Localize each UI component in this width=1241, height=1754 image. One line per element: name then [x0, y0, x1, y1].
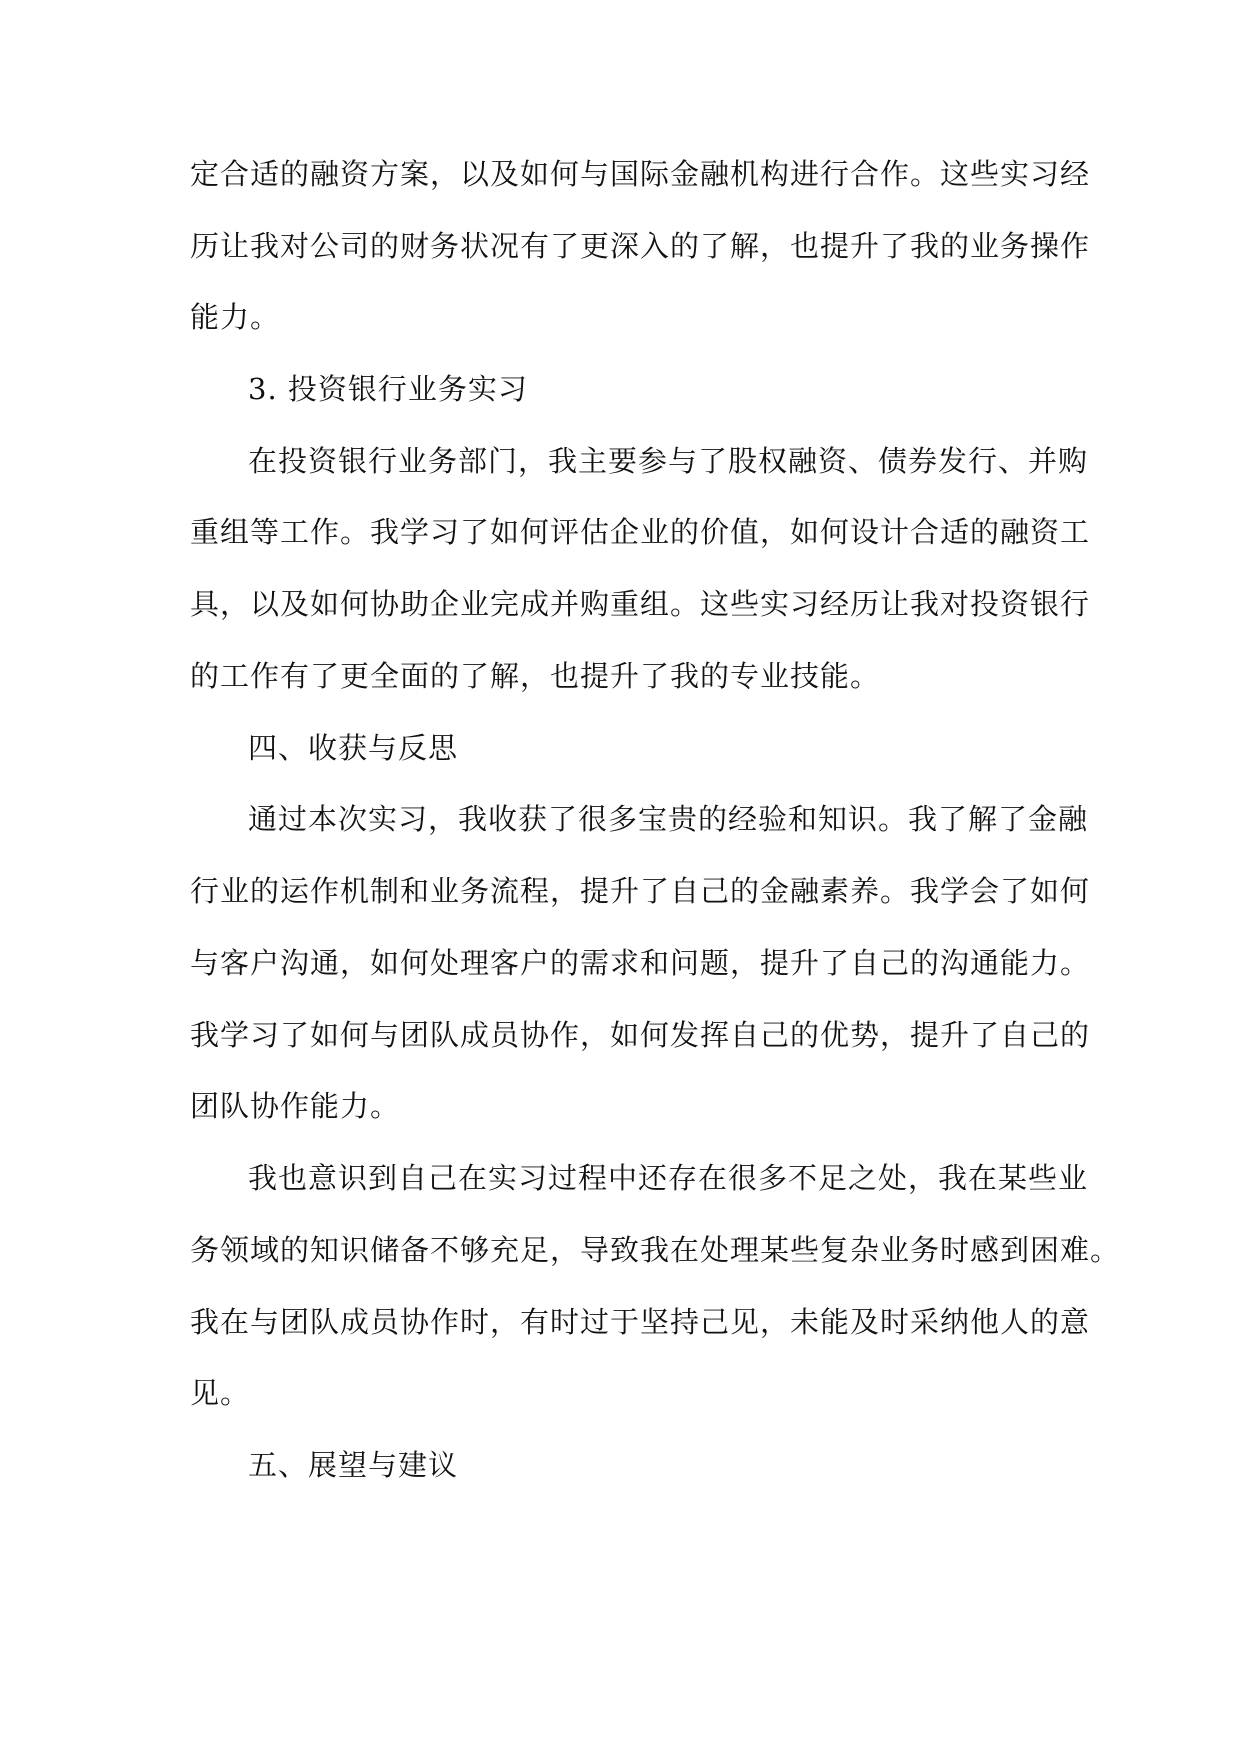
paragraph-line: 我在与团队成员协作时，有时过于坚持己见，未能及时采纳他人的意 — [190, 1305, 1091, 1339]
section-heading: 五、展望与建议 — [248, 1448, 459, 1482]
paragraph-line: 通过本次实习，我收获了很多宝贵的经验和知识。我了解了金融 — [248, 802, 1089, 836]
paragraph-line: 见。 — [190, 1376, 251, 1410]
paragraph-line: 与客户沟通，如何处理客户的需求和问题，提升了自己的沟通能力。 — [190, 946, 1091, 980]
section-heading: 3. 投资银行业务实习 — [248, 372, 528, 406]
paragraph-line: 定合适的融资方案，以及如何与国际金融机构进行合作。这些实习经 — [190, 157, 1091, 191]
paragraph-line: 的工作有了更全面的了解，也提升了我的专业技能。 — [190, 659, 881, 693]
paragraph-line: 重组等工作。我学习了如何评估企业的价值，如何设计合适的融资工 — [190, 515, 1091, 549]
paragraph-line: 历让我对公司的财务状况有了更深入的了解，也提升了我的业务操作 — [190, 229, 1091, 263]
paragraph-line: 在投资银行业务部门，我主要参与了股权融资、债券发行、并购 — [248, 444, 1089, 478]
paragraph-line: 能力。 — [190, 300, 281, 334]
paragraph-line: 具，以及如何协助企业完成并购重组。这些实习经历让我对投资银行 — [190, 587, 1091, 621]
paragraph-line: 我也意识到自己在实习过程中还存在很多不足之处，我在某些业 — [248, 1161, 1089, 1195]
paragraph-line: 务领域的知识储备不够充足，导致我在处理某些复杂业务时感到困难。 — [190, 1233, 1121, 1267]
paragraph-line: 我学习了如何与团队成员协作，如何发挥自己的优势，提升了自己的 — [190, 1018, 1091, 1052]
paragraph-line: 团队协作能力。 — [190, 1089, 401, 1123]
paragraph-line: 行业的运作机制和业务流程，提升了自己的金融素养。我学会了如何 — [190, 874, 1091, 908]
section-heading: 四、收获与反思 — [248, 731, 459, 765]
